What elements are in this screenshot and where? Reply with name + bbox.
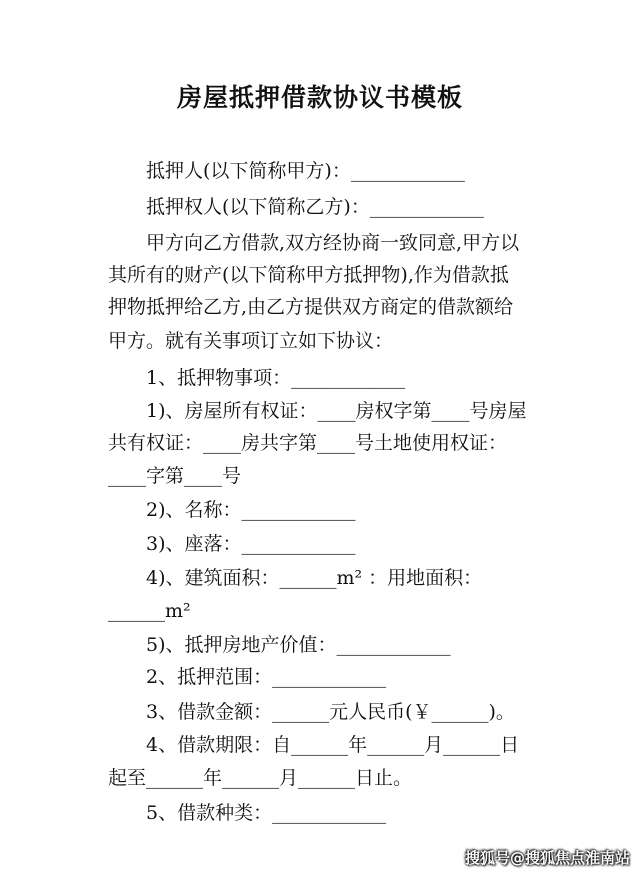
text-line-certificate-2: 共有权证：____房共字第____号土地使用权证： — [108, 432, 508, 454]
document-title: 房屋抵押借款协议书模板 — [176, 83, 463, 112]
text-line-amount: 3、借款金额：______元人民币(￥______)。 — [146, 701, 515, 723]
text-line-scope: 2、抵押范围：____________ — [146, 666, 387, 688]
text-line-term-1: 4、借款期限：自______年______月______日 — [146, 734, 520, 756]
text-line-name: 2)、名称：____________ — [146, 499, 356, 521]
text-line-intro-3: 押物抵押给乙方,由乙方提供双方商定的借款额给 — [108, 296, 514, 318]
text-line-certificate-3: ____字第____号 — [108, 465, 242, 487]
text-line-value: 5)、抵押房地产价值：____________ — [146, 634, 451, 656]
text-line-pledgee: 抵押权人(以下简称乙方)：____________ — [146, 196, 484, 218]
text-line-certificate-1: 1)、房屋所有权证：____房权字第____号房屋 — [146, 400, 527, 422]
watermark: 搜狐号@搜狐焦点淮南站 — [464, 849, 630, 867]
text-line-item-1: 1、抵押物事项：____________ — [146, 367, 406, 389]
text-line-loan-type: 5、借款种类：____________ — [146, 802, 387, 824]
text-line-area-2: ______m² — [108, 600, 191, 622]
text-line-intro-1: 甲方向乙方借款,双方经协商一致同意,甲方以 — [146, 232, 520, 254]
text-line-pledgor: 抵押人(以下简称甲方)：____________ — [146, 160, 465, 182]
text-line-term-2: 起至______年______月______日止。 — [108, 767, 413, 789]
text-line-area-1: 4)、建筑面积：______m² ：用地面积： — [146, 567, 483, 589]
text-line-intro-2: 其所有的财产(以下简称甲方抵押物),作为借款抵 — [108, 264, 509, 286]
text-line-location: 3)、座落：____________ — [146, 533, 356, 555]
text-line-intro-4: 甲方。就有关事项订立如下协议： — [108, 330, 394, 352]
